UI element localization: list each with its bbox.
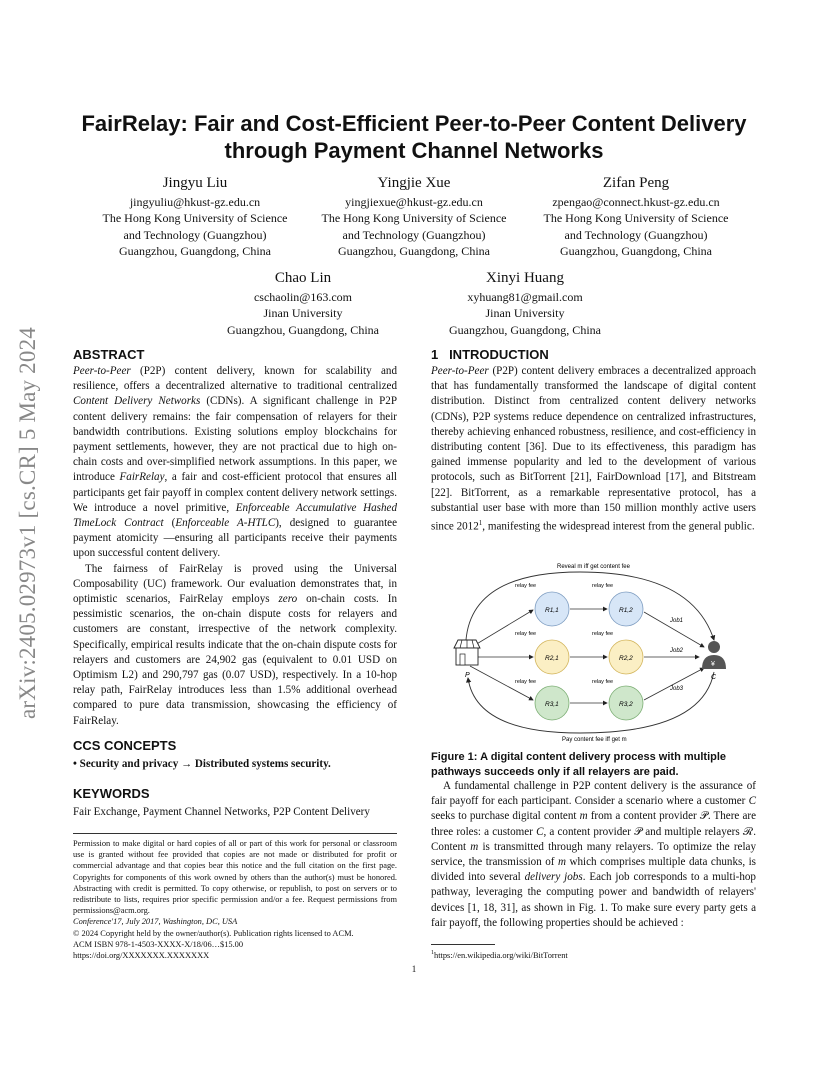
edge	[470, 610, 533, 648]
math-symbol: m	[579, 810, 588, 823]
top-arc-label: Reveal m iff get content fee	[557, 564, 630, 570]
keywords-text: Fair Exchange, Payment Channel Networks, P2P Content Delivery	[73, 806, 370, 818]
math-symbol: C	[536, 825, 544, 838]
author-email: xyhuang81@gmail.com	[467, 290, 583, 304]
footnote-rule	[431, 944, 495, 945]
customer-label: C	[711, 674, 717, 681]
intro-paragraph	[431, 779, 756, 931]
author-email: zpengao@connect.hkust-gz.edu.cn	[552, 195, 720, 209]
intro-text: which comprises multiple data chunks, is divided into several	[431, 856, 756, 884]
relay-fee-label: relay fee	[592, 679, 614, 685]
author-affiliation: The Hong Kong University of Science	[321, 211, 507, 226]
author-affiliation: Jinan University	[485, 306, 565, 321]
abstract-text: Enforceable Accumulative Hashed TimeLock Contract	[73, 501, 397, 530]
abstract-paragraph	[73, 562, 397, 729]
node-label: R1,2	[619, 607, 633, 614]
relay-fee-label: relay fee	[592, 631, 614, 637]
conference-info: Conference'17, July 2017, Washington, DC, USA	[73, 917, 238, 927]
reveal-arc	[466, 572, 714, 640]
figure-caption: Figure 1: A digital content delivery process with multiple pathways succeeds only if all relayers are paid.	[431, 751, 727, 778]
abstract-text: on-chain costs. In pessimistic scenarios, the on-chain dispute costs for relayers and customers are constant, irrespective of the network complexity. Specifically, empirical results indicate that the on-chain dispute costs for relayers and customers are 24,902 gas (equivalent to 0.01 USD on Optimism L2) and 290,797 gas (0.07 USD), respectively. In a 10-hop relay path, FairRelay introduces less than 1.5% additional overhead compared to pure data transmission, showcasing the efficiency of FairRelay.	[73, 593, 397, 727]
math-symbol: C	[748, 795, 756, 808]
footer-rule	[73, 833, 397, 834]
relay-fee-label: relay fee	[592, 583, 614, 589]
author-location: Guangzhou, Guangdong, China	[449, 322, 601, 337]
abstract-text: Peer-to-Peer	[73, 365, 131, 377]
abstract-text: FairRelay	[119, 471, 165, 484]
abstract-text: zero	[278, 593, 298, 606]
footnote-link[interactable]: https://en.wikipedia.org/wiki/BitTorrent	[434, 950, 568, 960]
keywords-heading: KEYWORDS	[73, 786, 150, 801]
author-name: Xinyi Huang	[486, 270, 564, 286]
node-label: R2,1	[545, 655, 559, 662]
intro-text: . There are three roles: a customer	[431, 810, 756, 838]
node-label: R3,2	[619, 701, 633, 708]
abstract-heading: ABSTRACT	[73, 347, 145, 362]
author-affiliation: The Hong Kong University of Science	[102, 211, 288, 226]
isbn-text: ACM ISBN 978-1-4503-XXXX-X/18/06…$15.00	[73, 939, 244, 949]
svg-text:¥: ¥	[711, 661, 715, 668]
math-symbol: m	[470, 840, 479, 853]
node-label: R1,1	[545, 607, 559, 614]
title-line-1: FairRelay: Fair and Cost-Efficient Peer-to-Peer Content Delivery	[81, 111, 747, 136]
footnote-number: 1	[431, 950, 434, 956]
author-email: cschaolin@163.com	[253, 290, 353, 304]
author-name: Chao Lin	[274, 270, 332, 286]
intro-heading: 1 INTRODUCTION	[431, 347, 549, 362]
page-number: 1	[411, 964, 417, 974]
intro-text: , a content provider	[543, 825, 635, 838]
author-affiliation: Jinan University	[263, 306, 343, 321]
author-block	[303, 172, 525, 259]
author-email: jingyuliu@hkust-gz.edu.cn	[129, 195, 261, 209]
author-name: Yingjie Xue	[377, 175, 451, 191]
provider-label: P	[465, 672, 470, 679]
math-symbol: 𝒫	[699, 810, 708, 823]
abstract-body	[73, 364, 397, 729]
intro-text: seeks to purchase digital content	[431, 810, 580, 823]
relay-fee-label: relay fee	[515, 583, 537, 589]
customer-icon	[702, 641, 726, 669]
author-location: Guangzhou, Guangdong, China	[119, 243, 271, 258]
author-block	[84, 172, 306, 259]
edge	[644, 668, 704, 700]
node-label: R3,1	[545, 701, 559, 708]
abstract-paragraph	[73, 364, 397, 562]
abstract-text: The fairness of FairRelay is proved using the Universal Composability (UC) framework. Our evaluation demonstrates that, in optimistic scenarios, FairRelay employs	[73, 562, 397, 606]
intro-text: . Content	[431, 825, 756, 853]
payment-arc	[468, 672, 714, 733]
intro-text: A fundamental challenge in P2P content delivery is the assurance of fair payoff for each participant. Consider a scenario where a customer	[431, 780, 756, 808]
job-label: Job3	[670, 686, 684, 692]
store-icon	[454, 640, 480, 665]
author-block	[414, 267, 636, 338]
math-symbol: 𝒫	[634, 825, 643, 838]
intro-text: (P2P) content delivery embraces a decentralized approach that has fundamentally transformed the landscape of digital content distribution. Distinct from centralized content delivery networks (CDNs), P2P systems reduce dependence on centralized infrastructures, thereby achieving enhanced robustness, resilience, and cost-efficiency in distributing content [36]. Due to its effectiveness, this paradigm has gained immense popularity and led to the development of various protocols, such as BitTorrent [21], FairDownload [17], and Bitstream [22]. BitTorrent, as a remarkable representative protocol, has a substantial user base with more than 150 million monthly active users since 2012	[431, 365, 756, 533]
relay-fee-label: relay fee	[515, 679, 537, 685]
footnote-marker: 1	[478, 519, 483, 528]
job-label: Job2	[670, 648, 684, 654]
author-name: Zifan Peng	[602, 175, 670, 191]
author-affiliation: and Technology (Guangzhou)	[564, 227, 708, 242]
abstract-text: Enforceable A-HTLC	[175, 517, 276, 530]
author-email: yingjiexue@hkust-gz.edu.cn	[345, 195, 483, 209]
abstract-text: (	[163, 517, 176, 530]
author-affiliation: and Technology (Guangzhou)	[342, 227, 486, 242]
author-block	[192, 267, 414, 338]
intro-text: . Each job corresponds to a multi-hop pathway, leveraging the computing power and bandwidth of relayers' devices [1, 18, 31], as shown in Fig. 1. To make sure every party gets a fair payoff, the following properties should be achieved :	[431, 871, 756, 929]
bottom-arc-label: Pay content fee iff get m	[562, 737, 627, 743]
intro-text: is transmitted through many relayers. To optimize the relay service, the transmission of	[431, 840, 756, 869]
abstract-text: Content Delivery Networks	[73, 395, 201, 408]
author-location: Guangzhou, Guangdong, China	[338, 243, 490, 258]
intro-text: from a content provider	[587, 810, 700, 823]
abstract-text: (P2P) content delivery, known for scalability and resilience, offers a decentralized alternative to traditional centralized	[73, 365, 397, 393]
figure-1-diagram	[452, 560, 742, 745]
author-affiliation: and Technology (Guangzhou)	[123, 227, 267, 242]
node-label: R2,2	[619, 655, 633, 662]
intro-text: delivery jobs	[524, 871, 583, 884]
author-location: Guangzhou, Guangdong, China	[227, 322, 379, 337]
ccs-heading: CCS CONCEPTS	[73, 738, 177, 753]
math-symbol: m	[557, 856, 566, 869]
abstract-text: (CDNs). A significant challenge in P2P content delivery remains: the fair compensation of relayers for their bandwidth contributions. Existing solutions employ blockchains for payment settlements, however, they are not practical due to high on-chain costs and over-simplified network assumptions. In this paper, we introduce	[73, 395, 397, 484]
abstract-text: , a fair and cost-efficient protocol that ensures all participants get fair payoff in complex content delivery network settings. We introduce a novel primitive,	[73, 471, 397, 514]
arxiv-identifier: arXiv:2405.02973v1 [cs.CR] 5 May 2024	[15, 327, 40, 719]
intro-text: , manifesting the widespread interest from the general public.	[482, 520, 755, 533]
footnote	[431, 948, 756, 961]
copyright-text: © 2024 Copyright held by the owner/author(s). Publication rights licensed to ACM.	[73, 928, 354, 938]
title-line-2: through Payment Channel Networks	[224, 138, 604, 163]
job-label: Job1	[670, 618, 684, 624]
author-location: Guangzhou, Guangdong, China	[560, 243, 712, 258]
author-block	[525, 172, 747, 259]
paper-title	[0, 110, 828, 164]
author-name: Jingyu Liu	[162, 175, 228, 191]
permission-text: Permission to make digital or hard copies of all or part of this work for personal or classroom use is granted without fee provided that copies are not made or distributed for profit or commercial advantage and that copies bear this notice and the full citation on the first page. Copyrights for components of this work owned by others than the author(s) must be honored. Abstracting with credit is permitted. To copy otherwise, or republish, to post on servers or to redistribute to lists, requires prior specific permission and/or a fee. Request permissions from permissions@acm.org.	[73, 839, 397, 916]
ccs-text: • Security and privacy → Distributed systems security.	[73, 758, 331, 770]
intro-paragraph	[431, 364, 756, 535]
relay-fee-label: relay fee	[515, 631, 537, 637]
permission-notice	[73, 838, 397, 961]
author-affiliation: The Hong Kong University of Science	[543, 211, 729, 226]
intro-text: Peer-to-Peer	[431, 365, 489, 377]
math-symbol: ℛ	[742, 825, 754, 838]
doi-link[interactable]: https://doi.org/XXXXXXX.XXXXXXX	[73, 951, 210, 961]
intro-text: and multiple relayers	[642, 825, 743, 838]
abstract-text: ), designed to guarantee payment atomicity —ensuring all participants receive their payments upon successful content delivery.	[73, 517, 397, 560]
